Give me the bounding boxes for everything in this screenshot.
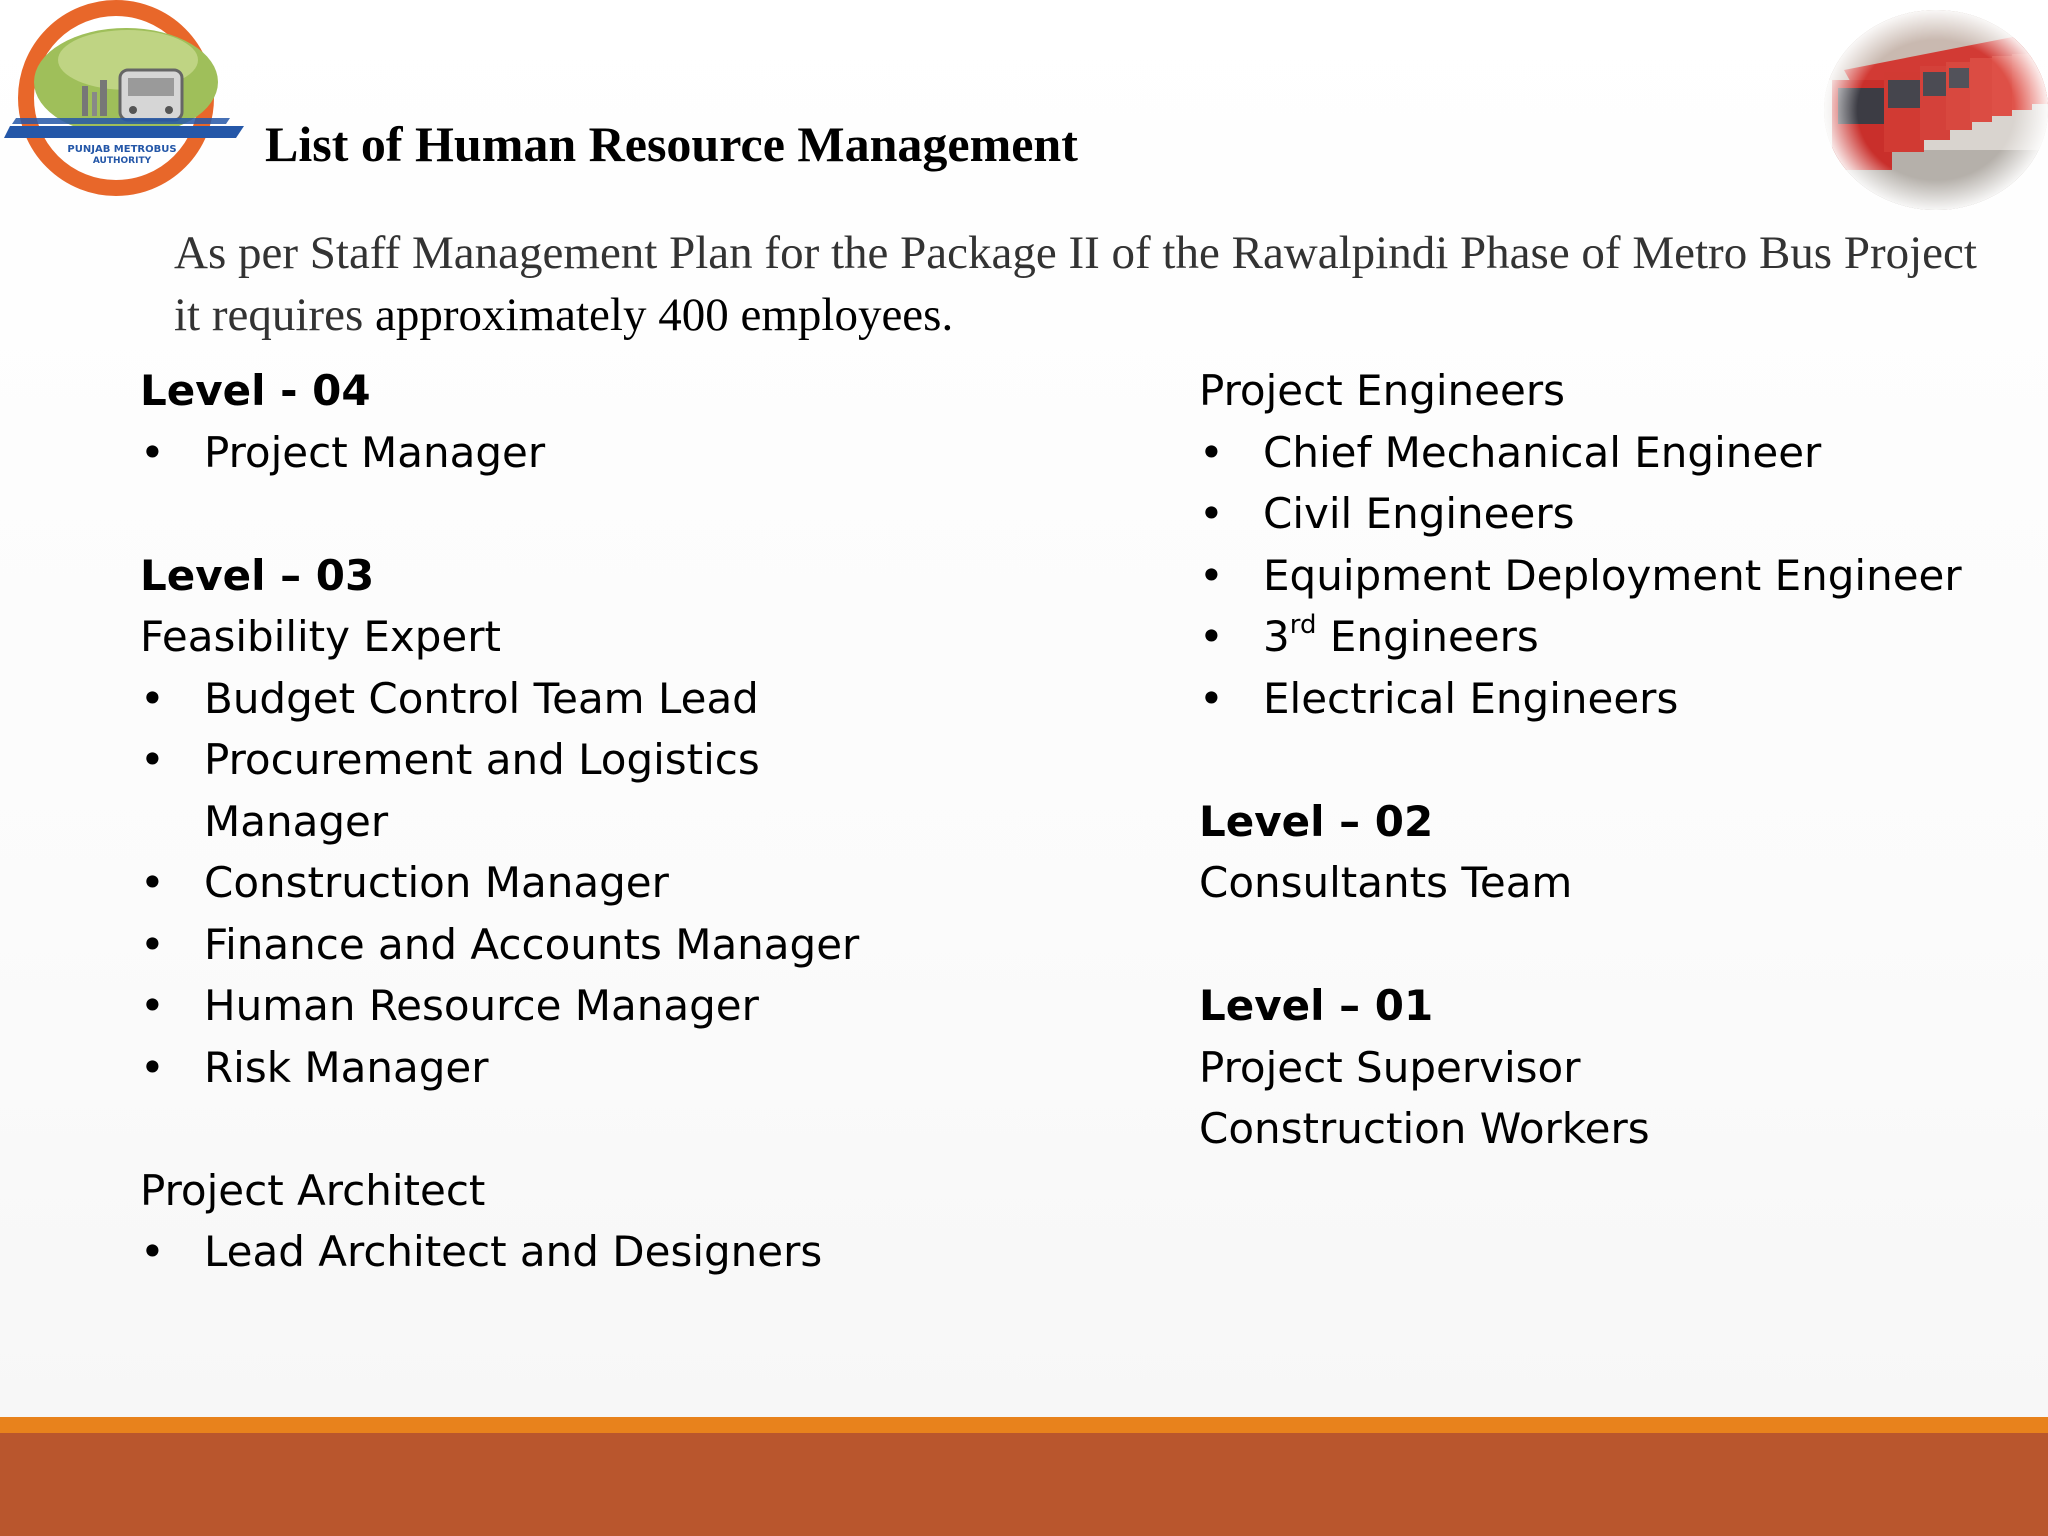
list-item-label: Procurement and Logistics Manager	[204, 735, 760, 846]
project-engineers-label: Project Engineers	[1199, 366, 1565, 415]
intro-text-part2: approximately 400 employees.	[375, 289, 954, 341]
list-item	[140, 729, 1100, 852]
ordinal-suffix: rd	[1289, 610, 1317, 640]
bullet-icon: •	[1199, 489, 1224, 538]
list-item-label: Construction Manager	[204, 858, 669, 907]
footer-bar	[0, 1433, 2048, 1536]
bullet-icon: •	[1199, 673, 1224, 723]
bullet-icon: •	[140, 673, 165, 723]
list-item-label: Budget Control Team Lead	[204, 673, 759, 723]
level-01-heading: Level – 01	[1199, 981, 1434, 1030]
list-item	[1199, 606, 2039, 668]
bullet-icon: •	[1199, 427, 1224, 477]
construction-workers-label: Construction Workers	[1199, 1104, 1650, 1153]
left-column	[140, 360, 1100, 1283]
bullet-icon: •	[140, 427, 165, 477]
list-item	[1199, 483, 2039, 545]
bullet-icon: •	[140, 1042, 165, 1092]
bullet-icon: •	[140, 735, 165, 784]
bullet-icon: •	[140, 919, 165, 969]
punjab-metrobus-authority-logo	[4, 0, 254, 196]
list-item	[1199, 422, 2039, 484]
list-item	[140, 1221, 1100, 1283]
list-item	[1199, 668, 2039, 730]
list-item-label: Civil Engineers	[1263, 489, 1575, 538]
bullet-icon: •	[140, 858, 165, 907]
list-item	[140, 852, 1100, 914]
ordinal-number: 3	[1263, 612, 1290, 661]
list-item-label: Lead Architect and Designers	[204, 1227, 823, 1276]
project-supervisor-label: Project Supervisor	[1199, 1042, 1581, 1092]
list-item	[140, 1037, 1100, 1099]
bullet-icon: •	[1199, 550, 1224, 600]
list-item-label: Finance and Accounts Manager	[204, 919, 860, 969]
project-architect-label: Project Architect	[140, 1165, 486, 1215]
intro-text-part1: As per Staff Management Plan for the Package II of the Rawalpindi Phase of Metro Bus Project it requires	[174, 227, 1977, 341]
metro-bus-photo	[1824, 10, 2048, 210]
list-item	[1199, 545, 2039, 607]
feasibility-expert-label: Feasibility Expert	[140, 612, 501, 661]
bullet-icon: •	[140, 1227, 165, 1276]
list-item-label: Risk Manager	[204, 1042, 489, 1092]
footer-accent-bar	[0, 1417, 2048, 1433]
list-item	[140, 975, 1100, 1037]
list-item-label	[1263, 606, 2039, 668]
level-03-heading: Level – 03	[140, 550, 375, 600]
third-engineers-label: Engineers	[1316, 612, 1539, 661]
logo-text-line2: AUTHORITY	[92, 156, 152, 166]
list-item-label: Project Manager	[204, 427, 546, 477]
level-02-heading: Level – 02	[1199, 796, 1434, 846]
intro-paragraph	[174, 222, 2014, 346]
level-04-heading: Level - 04	[140, 366, 371, 415]
list-item	[140, 422, 1100, 484]
list-item	[140, 914, 1100, 976]
list-item	[140, 668, 1100, 730]
list-item-label: Equipment Deployment Engineer	[1263, 550, 1962, 600]
consultants-team-label: Consultants Team	[1199, 858, 1573, 907]
slide-title: List of Human Resource Management	[265, 116, 1078, 172]
logo-text-line1: PUNJAB METROBUS	[67, 144, 177, 155]
bullet-icon: •	[140, 981, 165, 1030]
list-item-label: Electrical Engineers	[1263, 673, 1679, 723]
right-column	[1199, 360, 2039, 1160]
bullet-icon: •	[1199, 612, 1224, 661]
list-item-label: Chief Mechanical Engineer	[1263, 427, 1822, 477]
list-item-label: Human Resource Manager	[204, 981, 759, 1030]
